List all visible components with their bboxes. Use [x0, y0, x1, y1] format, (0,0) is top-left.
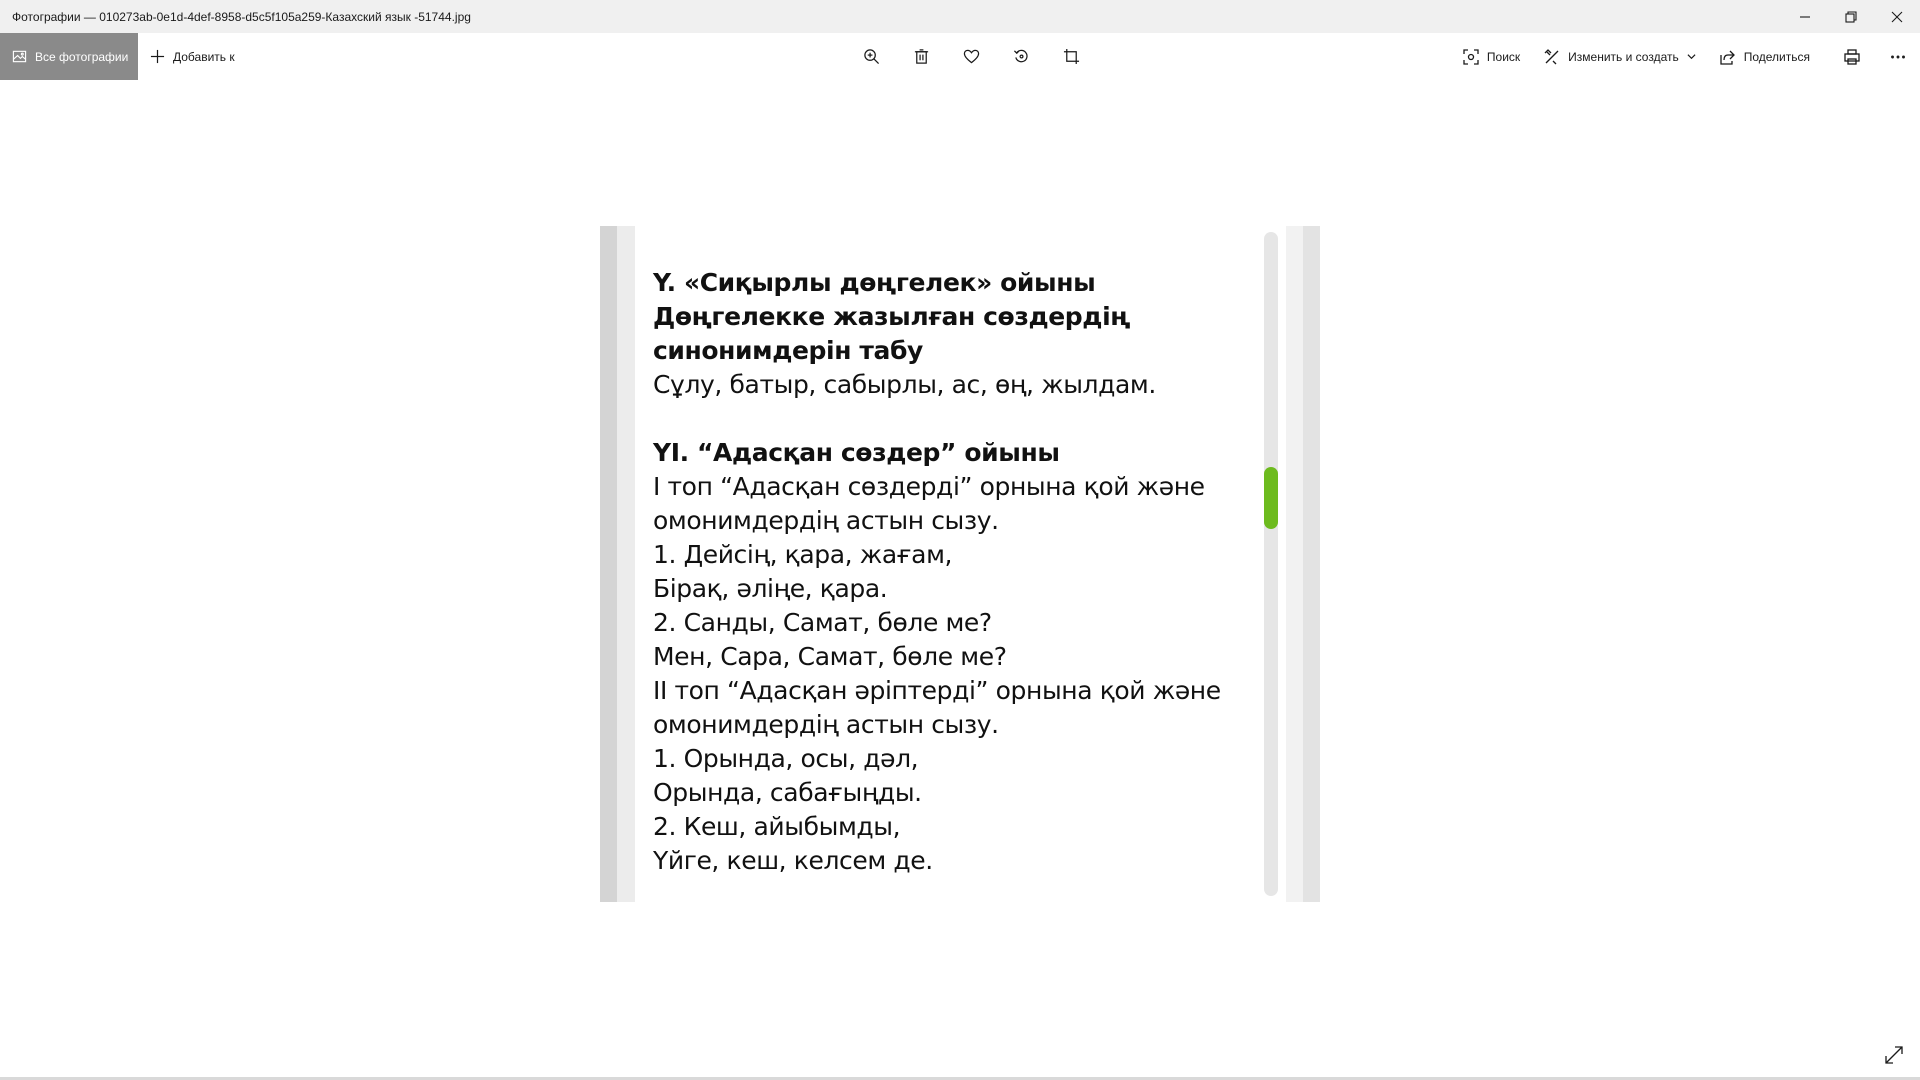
minimize-button[interactable] — [1782, 0, 1828, 33]
text-line: синонимдерін табу — [653, 336, 923, 365]
visual-search-icon — [1463, 49, 1479, 65]
text-line: Үйге, кеш, келсем де. — [653, 846, 933, 875]
close-button[interactable] — [1874, 0, 1920, 33]
restore-button[interactable] — [1828, 0, 1874, 33]
search-label: Поиск — [1486, 49, 1521, 64]
zoom-in-icon — [863, 48, 880, 65]
right-toolbar — [1451, 33, 1920, 80]
share-button[interactable] — [1708, 33, 1822, 80]
minimize-icon — [1799, 11, 1811, 23]
image-tools — [846, 33, 1096, 80]
more-icon — [1890, 49, 1906, 65]
fullscreen-button[interactable] — [1884, 1045, 1904, 1065]
text-line: Дөңгелекке жазылған сөздердің — [653, 302, 1131, 331]
text-line: I топ “Адасқан сөздерді” орнына қой және — [653, 472, 1205, 501]
plus-icon — [150, 49, 165, 64]
text-line: 2. Санды, Самат, бөле ме? — [653, 608, 992, 637]
command-bar — [0, 33, 1920, 80]
rotate-button[interactable] — [996, 33, 1046, 80]
blank-line — [653, 402, 1253, 436]
zoom-button[interactable] — [846, 33, 896, 80]
text-line: Бірақ, әліңе, қара. — [653, 574, 888, 603]
photo-right-edge — [1286, 226, 1320, 902]
text-line: Орында, сабағыңды. — [653, 778, 922, 807]
print-button[interactable] — [1822, 33, 1882, 80]
edit-create-label: Изменить и создать — [1568, 49, 1679, 64]
crop-icon — [1063, 48, 1080, 65]
photo-gallery-icon — [12, 49, 27, 64]
photo-left-edge — [600, 226, 635, 902]
edit-create-button[interactable] — [1532, 33, 1708, 80]
chevron-down-icon — [1687, 52, 1696, 61]
text-line: омонимдердің астын сызу. — [653, 710, 999, 739]
all-photos-button[interactable] — [0, 33, 138, 80]
crop-button[interactable] — [1046, 33, 1096, 80]
text-line: Y. «Сиқырлы дөңгелек» ойыны — [653, 268, 1096, 297]
search-button[interactable] — [1451, 33, 1532, 80]
text-line: Мен, Сара, Самат, бөле ме? — [653, 642, 1007, 671]
delete-button[interactable] — [896, 33, 946, 80]
text-line: 2. Кеш, айыбымды, — [653, 812, 901, 841]
photo-scrollbar-thumb — [1264, 467, 1278, 529]
close-icon — [1891, 11, 1903, 23]
text-line: 1. Дейсің, қара, жағам, — [653, 540, 953, 569]
title-bar — [0, 0, 1920, 33]
expand-icon — [1884, 1045, 1904, 1065]
printer-icon — [1844, 49, 1860, 65]
photo-scrollbar-track — [1264, 232, 1278, 896]
edit-icon — [1544, 49, 1560, 65]
text-line: YI. “Адасқан сөздер” ойыны — [653, 438, 1060, 467]
more-options-button[interactable] — [1882, 33, 1920, 80]
text-line: омонимдердің астын сызу. — [653, 506, 999, 535]
text-line: 1. Орында, осы, дәл, — [653, 744, 919, 773]
text-line: Сұлу, батыр, сабырлы, ас, өң, жылдам. — [653, 370, 1156, 399]
add-to-label: Добавить к — [173, 49, 235, 64]
rotate-icon — [1013, 48, 1030, 65]
displayed-photo[interactable] — [600, 226, 1320, 902]
all-photos-label: Все фотографии — [35, 49, 129, 64]
share-label: Поделиться — [1743, 49, 1810, 64]
window-title: Фотографии — 010273ab-0e1d-4def-8958-d5c5f105a259-Казахский язык -51744.jpg — [12, 9, 471, 24]
favorite-button[interactable] — [946, 33, 996, 80]
add-to-button[interactable] — [150, 33, 235, 80]
trash-icon — [913, 48, 930, 65]
text-line: II топ “Адасқан әріптерді” орнына қой және — [653, 676, 1221, 705]
restore-icon — [1845, 11, 1857, 23]
document-text — [653, 266, 1253, 878]
share-icon — [1720, 49, 1736, 65]
heart-icon — [963, 48, 980, 65]
